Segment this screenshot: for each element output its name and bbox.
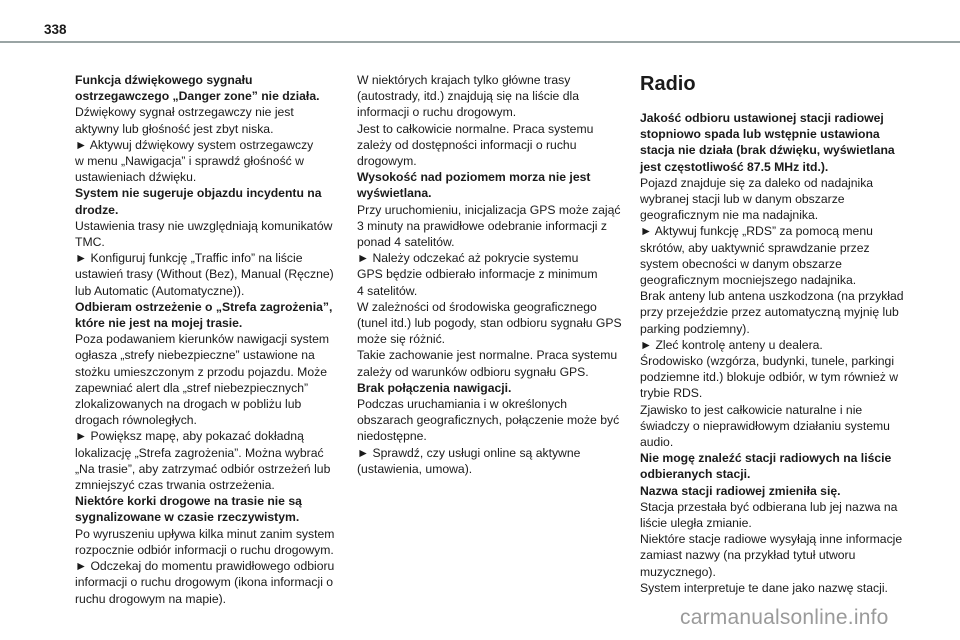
section-title-radio: Radio (640, 73, 696, 95)
column-2 (357, 72, 632, 477)
question-heading: Jakość odbioru ustawionej stacji radiowej stopniowo spada lub wstępnie ustawiona stacja nie działa (brak dźwięku, wyświetlana jest częstotliwość 87.5 MHz itd.). (640, 111, 895, 174)
question-heading: Odbieram ostrzeżenie o „Strefa zagrożenia”, które nie jest na mojej trasie. (75, 299, 333, 331)
answer-paragraph: Poza podawaniem kierunków nawigacji system ogłasza „strefy niebezpieczne” ustawione na stożku umieszczonym z przodu pojazdu. Może zapewniać alert dla „stref niebezpiecznych” zlokalizowanych na drogach w pobliżu lub drogach równoległych. ► Powiększ mapę, aby pokazać dokładną lokalizację „Strefa zagrożenia”. Można wybrać „Na trasie”, aby zatrzymać odbiór ostrzeżeń lub zmniejszyć czas trwania ostrzeżenia. (75, 332, 331, 493)
question-heading: Niektóre korki drogowe na trasie nie są sygnalizowane w czasie rzeczywistym. (75, 494, 302, 525)
question-heading: Brak połączenia nawigacji. (357, 380, 512, 395)
answer-paragraph: Pojazd znajduje się za daleko od nadajnika wybranej stacji lub w danym obszarze geograficznym nie ma nadajnika. ► Aktywuj funkcję „RDS” za pomocą menu skrótów, aby uaktywnić sprawdzanie przez system obecności w danym obszarze geograficznym mocniejszego nadajnika. Brak anteny lub antena uszkodzona (na przykład przy przejeździe przez automatyczną myjnię lub parking podziemny). ► Zleć kontrolę anteny u dealera. Środowisko (wzgórza, budynki, tunele, parkingi podziemne itd.) blokuje odbiór, w tym również w trybie RDS. Zjawisko to jest całkowicie naturalne i nie świadczy o nieprawidłowym działaniu systemu audio. (640, 175, 904, 450)
header-divider (0, 41, 960, 43)
question-heading: Funkcja dźwiękowego sygnału ostrzegawczego „Danger zone” nie działa. (75, 73, 320, 104)
question-heading: Nie mogę znaleźć stacji radiowych na liście odbieranych stacji. Nazwa stacji radiowej zmieniła się. (640, 451, 892, 498)
radio-paragraphs (640, 110, 915, 596)
answer-paragraph: Przy uruchomieniu, inicjalizacja GPS może zająć 3 minuty na prawidłowe odebranie informacji z ponad 4 satelitów. ► Należy odczekać aż pokrycie systemu GPS będzie odbierało informacje z minimum 4 satelitów. W zależności od środowiska geograficznego (tunel itd.) lub pogody, stan odbioru sygnału GPS może się różnić. Takie zachowanie jest normalne. Praca systemu zależy od warunków odbioru sygnału GPS. (357, 202, 622, 379)
watermark: carmanualsonline.info (680, 606, 889, 629)
answer-paragraph: Dźwiękowy sygnał ostrzegawczy nie jest aktywny lub głośność jest zbyt niska. ► Aktywuj dźwiękowy system ostrzegawczy w menu „Nawigacja” i sprawdź głośność w ustawieniach dźwięku. (75, 105, 314, 185)
page-number: 338 (44, 22, 67, 37)
question-heading: System nie sugeruje objazdu incydentu na drodze. (75, 186, 322, 217)
column-3-radio-section (640, 72, 915, 596)
answer-paragraph: Po wyruszeniu upływa kilka minut zanim system rozpocznie odbiór informacji o ruchu drogowym. ► Odczekaj do momentu prawidłowego odbioru informacji o ruchu drogowym (ikona informacji o ruchu drogowym na mapie). (75, 526, 335, 606)
answer-paragraph: W niektórych krajach tylko główne trasy (autostrady, itd.) znajdują się na liście dla informacji o ruchu drogowym. Jest to całkowicie normalne. Praca systemu zależy od dostępności informacji o ruchu drogowym. (357, 73, 594, 169)
question-heading: Wysokość nad poziomem morza nie jest wyświetlana. (357, 170, 591, 201)
answer-paragraph: Stacja przestała być odbierana lub jej nazwa na liście uległa zmianie. Niektóre stacje radiowe wysyłają inne informacje zamiast nazwy (na przykład tytuł utworu muzycznego). System interpretuje te dane jako nazwę stacji. (640, 499, 903, 595)
answer-paragraph: Ustawienia trasy nie uwzględniają komunikatów TMC. ► Konfiguruj funkcję „Traffic info” na liście ustawień trasy (Without (Bez), Manual (Ręczne) lub Automatic (Automatyczne)). (75, 218, 334, 298)
column-1 (75, 72, 350, 607)
answer-paragraph: Podczas uruchamiania i w określonych obszarach geograficznych, połączenie może być niedostępne. ► Sprawdź, czy usługi online są aktywne (ustawienia, umowa). (357, 397, 620, 476)
